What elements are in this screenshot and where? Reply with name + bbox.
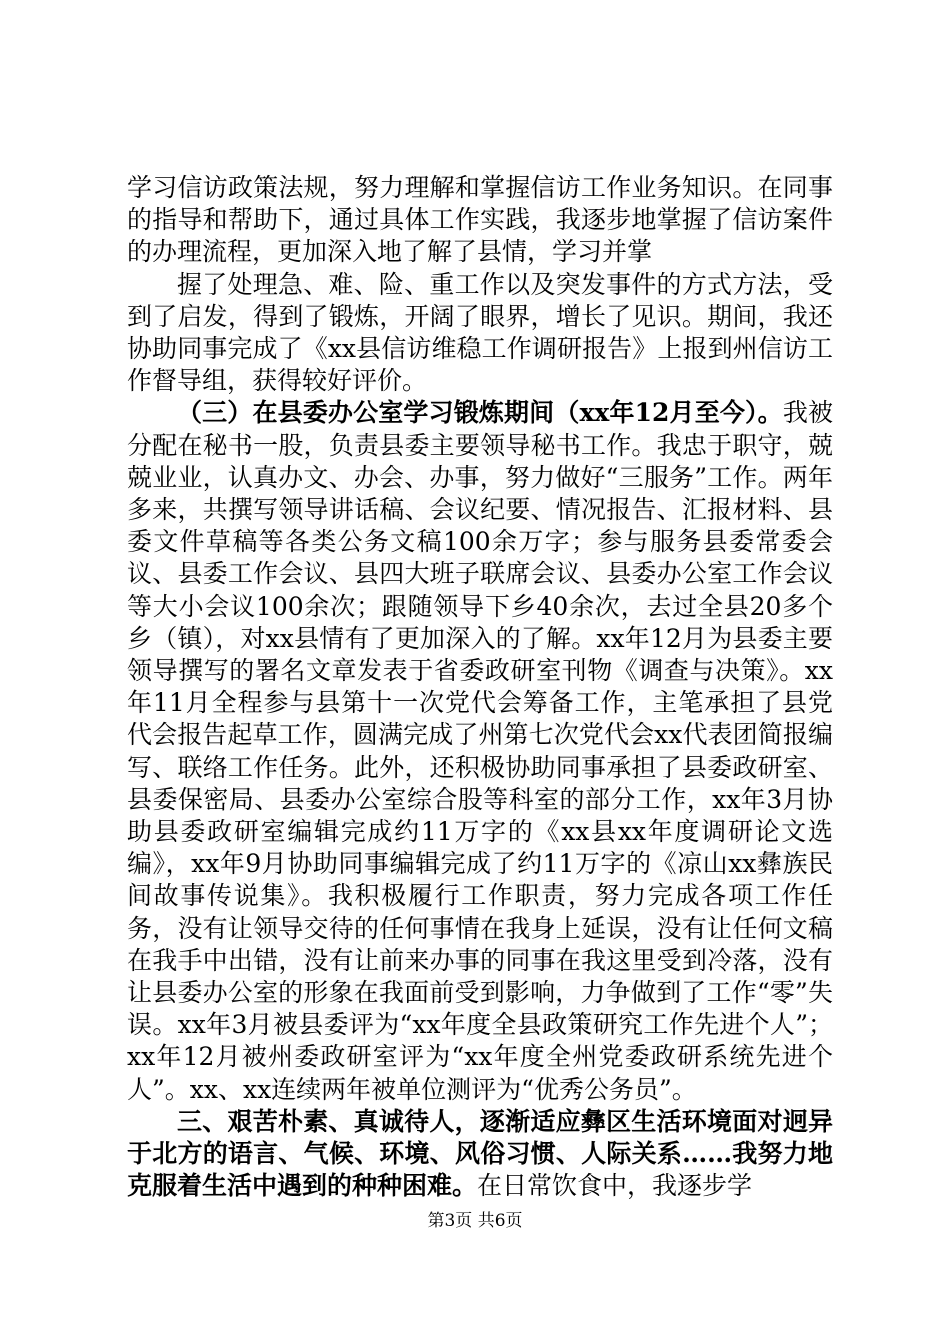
- paragraph-county-office-body: 我被分配在秘书一股，负责县委主要领导秘书工作。我忠于职守，兢兢业业，认真办文、办会、办事，努力做好“三服务”工作。两年多来，共撰写领导讲话稿、会议纪要、情况报告、汇报材料、县委文件草稿等各类公务文稿100余万字；参与服务县委常委会议、县委工作会议、县四大班子联席会议、县委办公室工作会议等大小会议100余次；跟随领导下乡40余次，去过全县20多个乡（镇），对xx县情有了更加深入的了解。xx年12月为县委主要领导撰写的署名文章发表于省委政研室刊物《调查与决策》。xx年11月全程参与县第十一次党代会筹备工作，主笔承担了县党代会报告起草工作，圆满完成了州第七次党代会xx代表团简报编写、联络工作任务。此外，还积极协助同事承担了县委政研室、县委保密局、县委办公室综合股等科室的部分工作，xx年3月协助县委政研室编辑完成约11万字的《xx县xx年度调研论文选编》，xx年9月协助同事编辑完成了约11万字的《凉山xx彝族民间故事传说集》。我积极履行工作职责，努力完成各项工作任务，没有让领导交待的任何事情在我身上延误，没有让任何文稿在我手中出错，没有让前来办事的同事在我这里受到冷落，没有让县委办公室的形象在我面前受到影响，力争做到了工作“零”失误。xx年3月被县委评为“xx年度全县政策研究工作先进个人”；xx年12月被州委政研室评为“xx年度全州党委政研系统先进个人”。xx、xx连续两年被单位测评为“优秀公务员”。: [127, 398, 833, 1104]
- paragraph-petition-study: 学习信访政策法规，努力理解和掌握信访工作业务知识。在同事的指导和帮助下，通过具体工作实践，我逐步地掌握了信访案件的办理流程，更加深入地了解了县情，学习并掌: [127, 173, 833, 267]
- section-heading-three: 三、艰苦朴素、真诚待人，逐渐适应彝区生活环境面对迥异于北方的语言、气候、环境、风俗习惯、人际关系……我努力地克服着生活中遇到的种种困难。: [127, 1106, 833, 1201]
- paragraph-county-office: [127, 397, 833, 1105]
- page-number-footer: 第3页 共6页: [427, 1211, 523, 1231]
- paragraph-section-three: [127, 1106, 833, 1203]
- document-body: [127, 172, 833, 1203]
- section-heading-county-office: （三）在县委办公室学习锻炼期间（xx年12月至今）。: [177, 398, 783, 428]
- paragraph-section-three-body: 在日常饮食中，我逐步学: [477, 1171, 753, 1201]
- paragraph-petition-skills: 握了处理急、难、险、重工作以及突发事件的方式方法，受到了启发，得到了锻炼，开阔了眼界，增长了见识。期间，我还协助同事完成了《xx县信访维稳工作调研报告》上报到州信访工作督导组，获得较好评价。: [127, 269, 833, 396]
